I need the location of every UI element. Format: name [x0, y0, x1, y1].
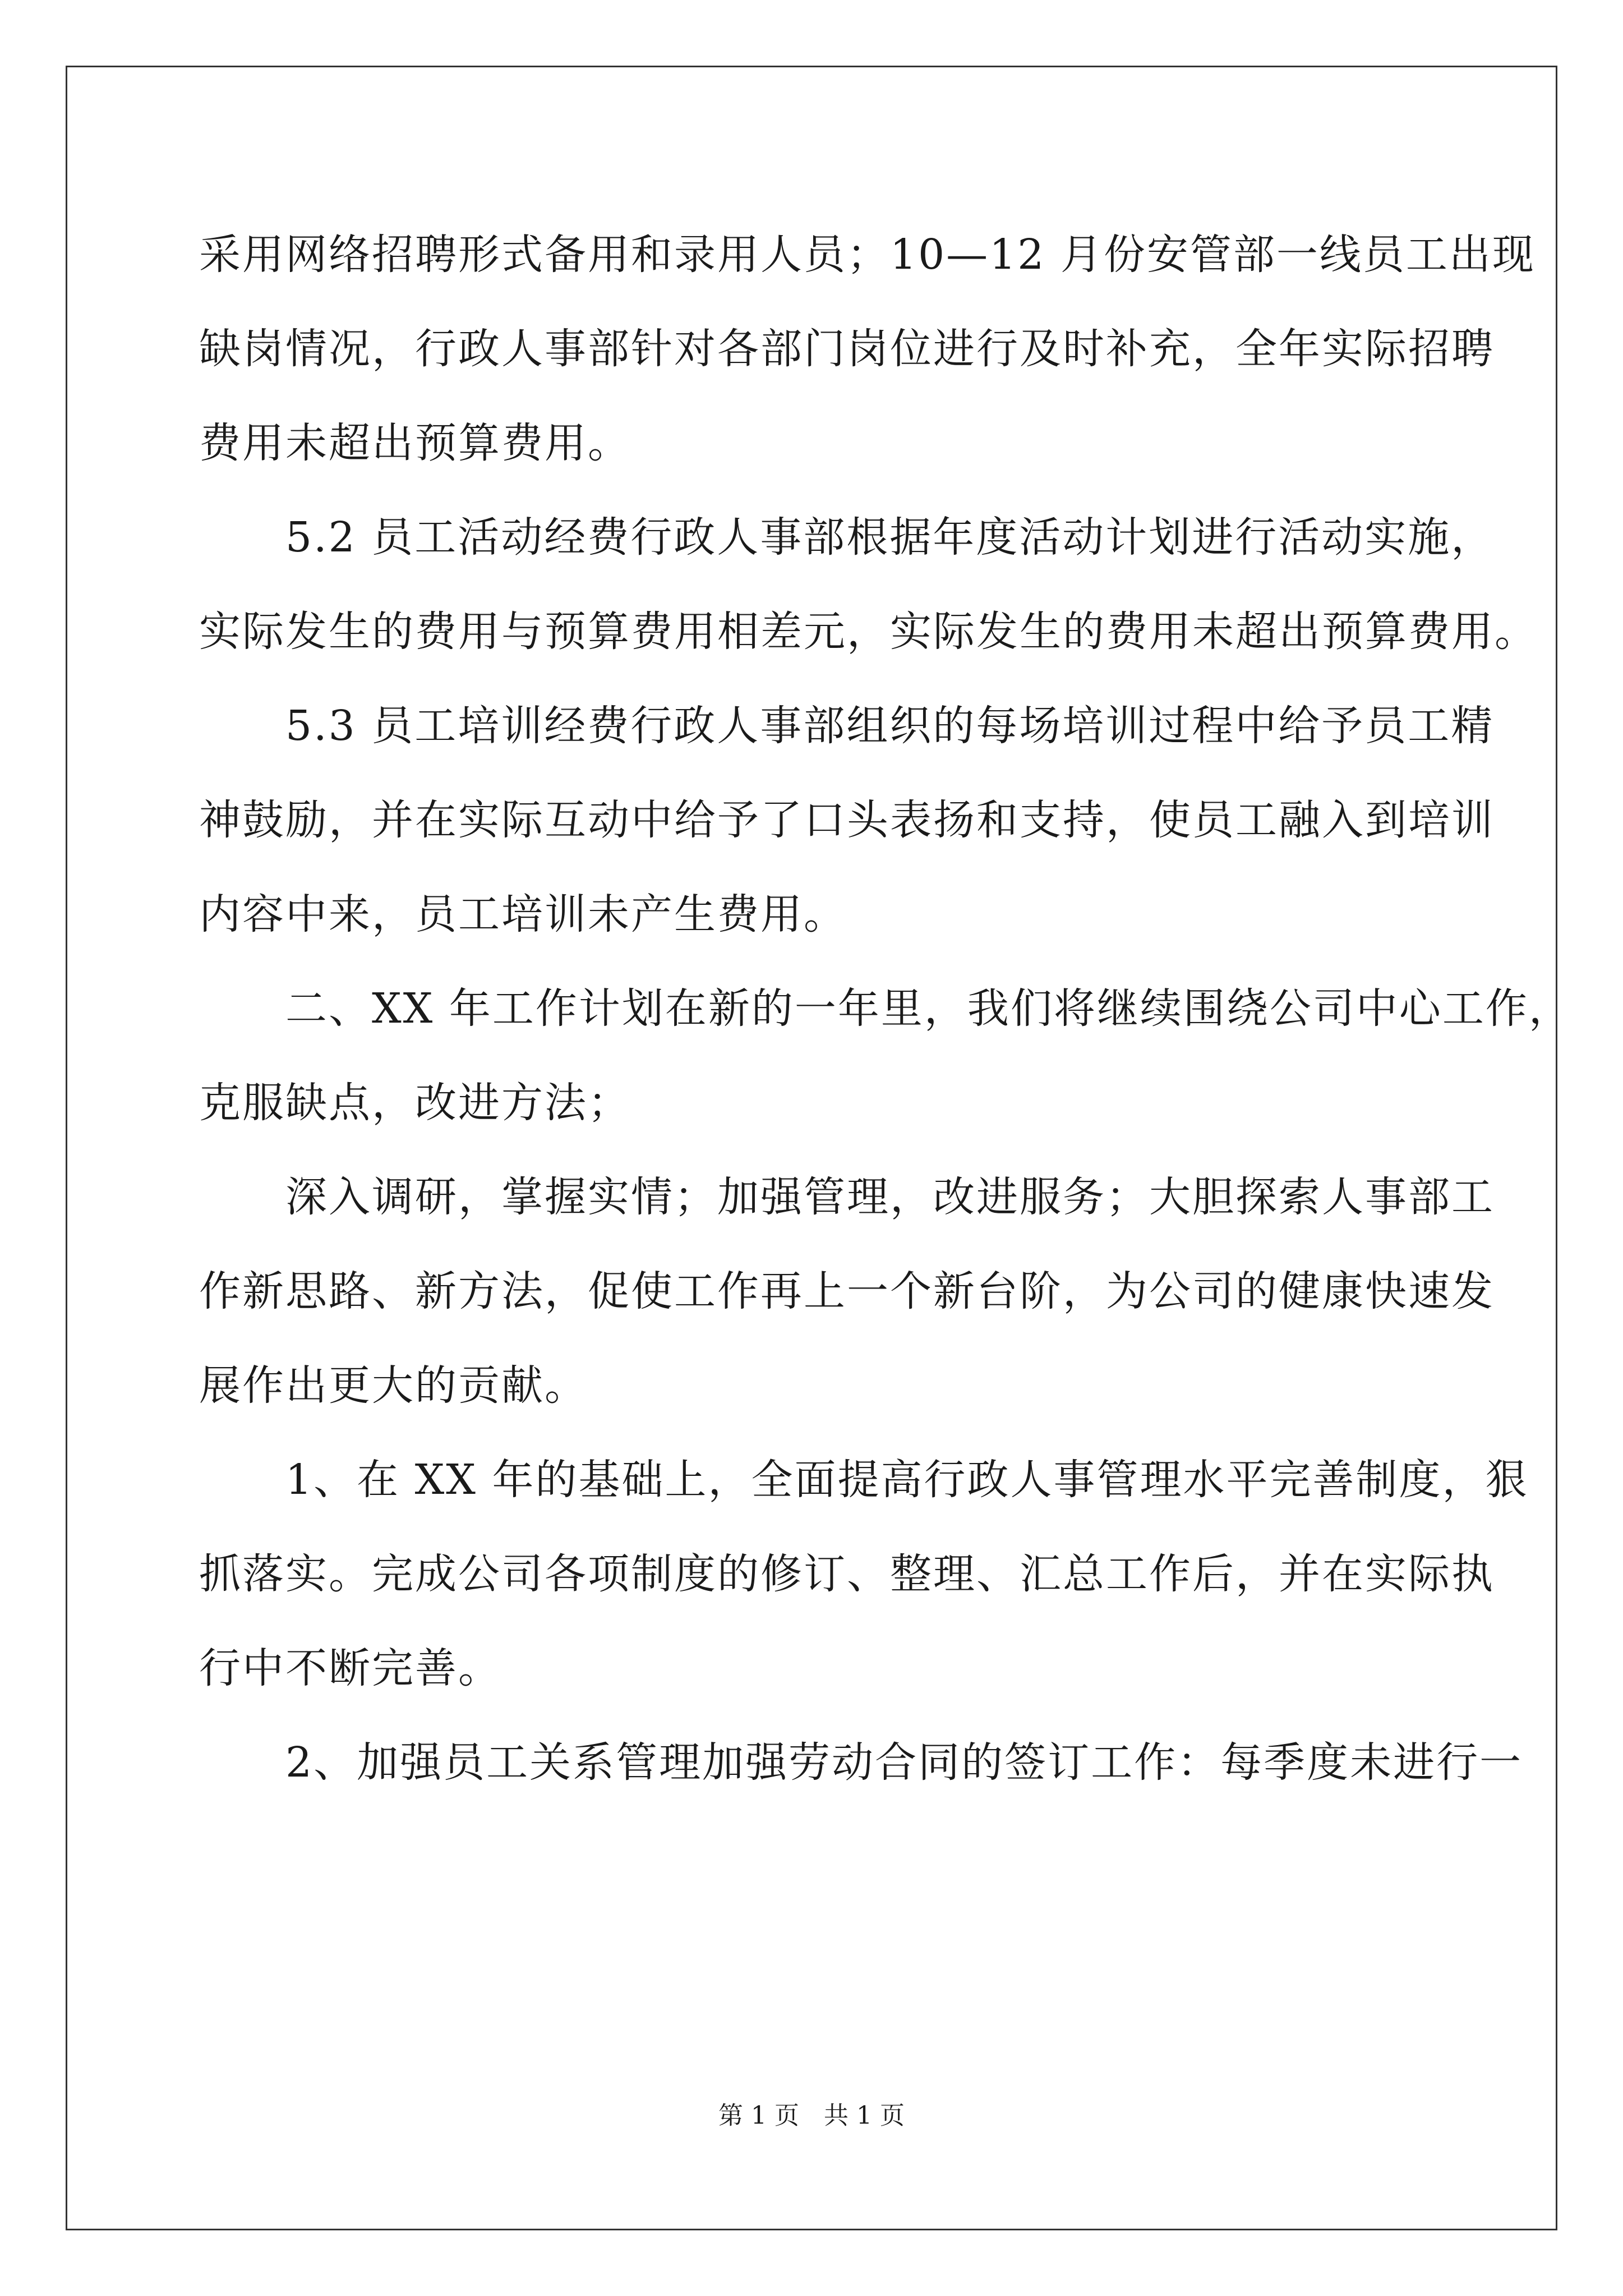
text-line: 神鼓励，并在实际互动中给予了口头表扬和支持，使员工融入到培训 — [199, 796, 1495, 844]
text-line: 展作出更大的贡献。 — [199, 1361, 588, 1410]
text-line: 采用网络招聘形式备用和录用人员；10—12 月份安管部一线员工出现 — [199, 231, 1536, 279]
text-line: 深入调研，掌握实情；加强管理，改进服务；大胆探索人事部工 — [199, 1173, 1495, 1221]
text-line: 抓落实。完成公司各项制度的修订、整理、汇总工作后，并在实际执 — [199, 1550, 1495, 1598]
text-line: 5.3 员工培训经费行政人事部组织的每场培训过程中给予员工精 — [199, 702, 1495, 750]
text-line: 作新思路、新方法，促使工作再上一个新台阶，为公司的健康快速发 — [199, 1267, 1495, 1315]
document-body — [199, 208, 1572, 1810]
text-line: 5.2 员工活动经费行政人事部根据年度活动计划进行活动实施， — [199, 513, 1495, 562]
text-line: 内容中来，员工培训未产生费用。 — [199, 890, 847, 938]
text-line: 缺岗情况，行政人事部针对各部门岗位进行及时补充，全年实际招聘 — [199, 325, 1495, 373]
text-line: 1、在 XX 年的基础上，全面提高行政人事管理水平完善制度，狠 — [199, 1456, 1529, 1504]
text-line: 二、XX 年工作计划在新的一年里，我们将继续围绕公司中心工作， — [199, 984, 1572, 1033]
text-line: 克服缺点，改进方法； — [199, 1079, 631, 1127]
page-number-footer: 第 1 页 共 1 页 — [718, 2101, 905, 2130]
text-line: 2、加强员工关系管理加强劳动合同的签订工作：每季度未进行一 — [199, 1738, 1523, 1787]
text-line: 行中不断完善。 — [199, 1644, 501, 1692]
text-line: 实际发生的费用与预算费用相差元，实际发生的费用未超出预算费用。 — [199, 608, 1538, 656]
text-line: 费用未超出预算费用。 — [199, 419, 631, 467]
